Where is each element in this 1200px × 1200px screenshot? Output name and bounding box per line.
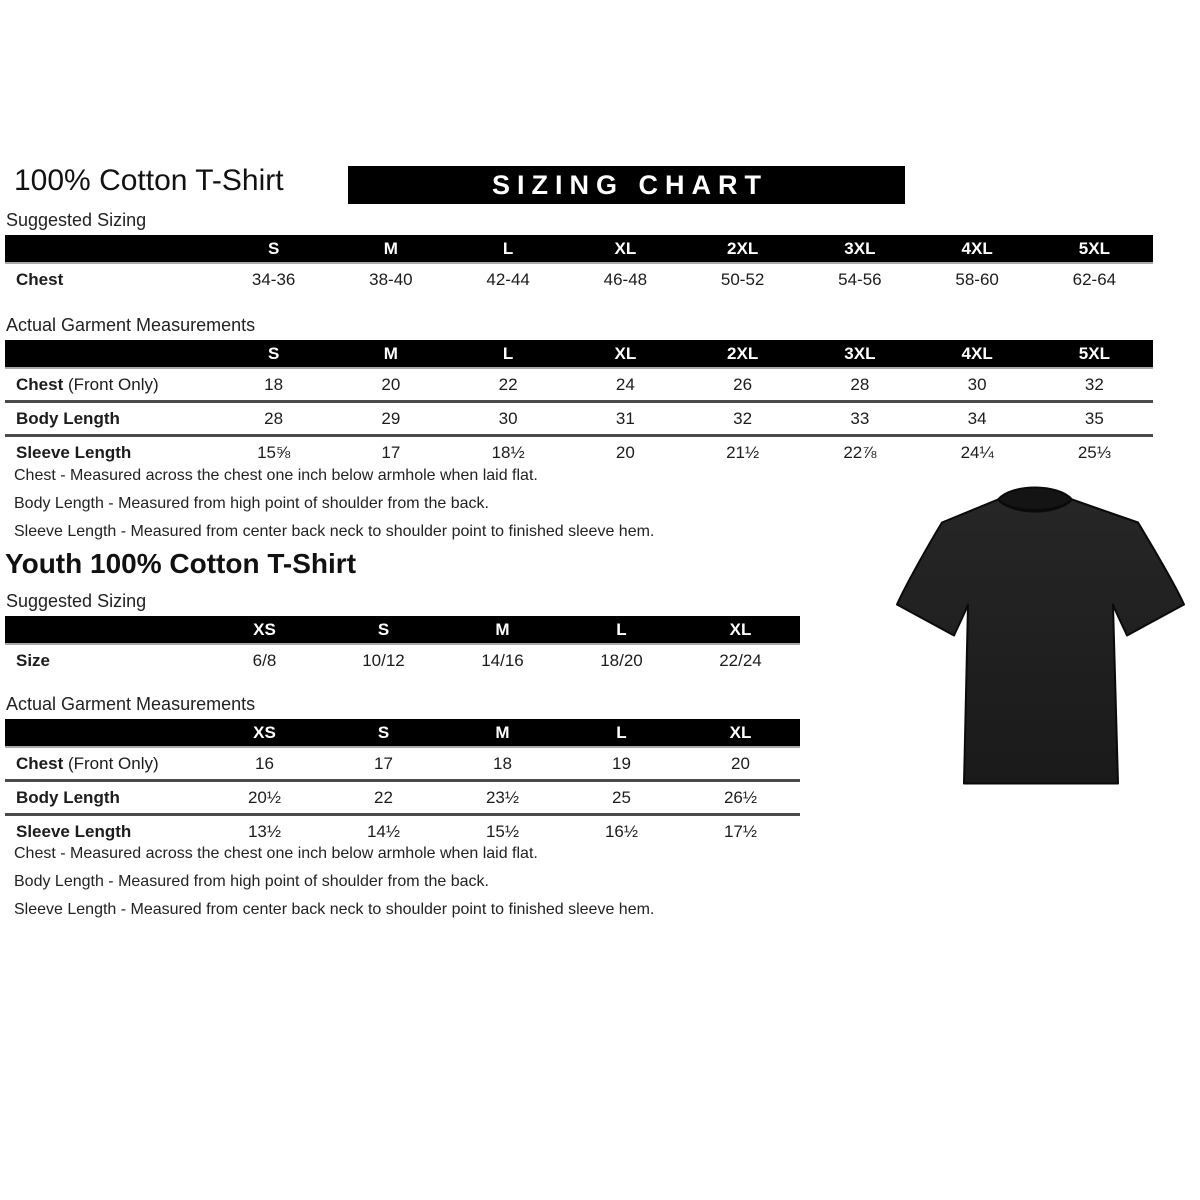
column-header-m: M xyxy=(495,722,510,742)
measurement-cell: 22 xyxy=(374,787,393,807)
column-header-4xl: 4XL xyxy=(961,238,993,258)
column-header-2xl: 2XL xyxy=(727,238,759,258)
measurement-cell: 35 xyxy=(1084,408,1104,428)
row-label: Chest (Front Only) xyxy=(16,374,159,394)
column-header-m: M xyxy=(495,619,510,639)
measurement-cell: 22 xyxy=(498,374,518,394)
column-header-4xl: 4XL xyxy=(961,343,993,363)
table-header-bar xyxy=(5,616,800,645)
row-label: Body Length xyxy=(16,408,120,428)
youth-notes xyxy=(14,840,874,924)
column-header-s: S xyxy=(267,238,280,258)
black-tshirt-graphic xyxy=(880,466,1200,814)
column-header-l: L xyxy=(616,619,627,639)
table-row-body-length xyxy=(5,779,800,813)
measurement-cell: 17 xyxy=(374,753,393,773)
page-title: 100% Cotton T-Shirt xyxy=(14,164,284,197)
section-label-youth-suggested: Suggested Sizing xyxy=(6,591,147,611)
measurement-cell: 20 xyxy=(615,442,635,462)
adult-actual-table xyxy=(5,340,1153,468)
note-sleeve-length: Sleeve Length - Measured from center back neck to shoulder point to finished sleeve hem. xyxy=(14,523,655,540)
measurement-cell: 20½ xyxy=(247,787,282,807)
table-header-bar xyxy=(5,719,800,748)
column-header-s: S xyxy=(377,619,390,639)
measurement-cell: 18 xyxy=(264,374,284,394)
row-label: Sleeve Length xyxy=(16,442,132,462)
measurement-cell: 30 xyxy=(967,374,987,394)
measurement-cell: 18 xyxy=(493,753,512,773)
measurement-cell: 32 xyxy=(1084,374,1104,394)
measurement-cell: 30 xyxy=(498,408,518,428)
row-label: Body Length xyxy=(16,787,120,807)
column-header-3xl: 3XL xyxy=(844,238,876,258)
note-body-length: Body Length - Measured from high point of shoulder from the back. xyxy=(14,873,489,890)
tshirt-collar xyxy=(998,488,1072,511)
measurement-cell: 15½ xyxy=(485,821,520,841)
measurement-cell: 16 xyxy=(255,753,274,773)
column-header-l: L xyxy=(502,343,514,363)
measurement-cell: 16½ xyxy=(604,821,639,841)
column-header-l: L xyxy=(502,238,514,258)
adult-suggested-section xyxy=(0,210,1160,295)
row-label: Size xyxy=(16,650,51,670)
measurement-cell: 24 xyxy=(615,374,635,394)
measurement-cell: 18/20 xyxy=(600,650,643,670)
table-row-chest xyxy=(5,369,1153,400)
column-header-s: S xyxy=(377,722,390,742)
column-header-3xl: 3XL xyxy=(844,343,876,363)
measurement-cell: 38-40 xyxy=(369,269,413,289)
measurement-cell: 25⅓ xyxy=(1077,442,1111,462)
section-label-suggested-sizing: Suggested Sizing xyxy=(6,210,147,230)
measurement-cell: 32 xyxy=(733,408,753,428)
measurement-cell: 31 xyxy=(615,408,635,428)
table-row-chest xyxy=(5,748,800,779)
table-header-bar xyxy=(5,235,1153,264)
measurement-cell: 25 xyxy=(612,787,631,807)
adult-notes xyxy=(14,462,874,546)
measurement-cell: 29 xyxy=(381,408,401,428)
table-row-body-length xyxy=(5,400,1153,434)
measurement-cell: 17 xyxy=(381,442,401,462)
measurement-cell: 22⅞ xyxy=(843,442,877,462)
table-row-chest xyxy=(5,264,1153,295)
column-header-xl: XL xyxy=(729,619,752,639)
measurement-cell: 10/12 xyxy=(362,650,405,670)
column-header-xs: XS xyxy=(253,722,276,742)
adult-actual-section xyxy=(0,315,1160,468)
header-row xyxy=(0,164,1200,208)
measurement-cell: 14/16 xyxy=(481,650,524,670)
table-row-size xyxy=(5,645,800,676)
measurement-cell: 58-60 xyxy=(955,269,999,289)
measurement-cell: 46-48 xyxy=(603,269,648,289)
measurement-cell: 50-52 xyxy=(720,269,765,289)
note-chest: Chest - Measured across the chest one inch below armhole when laid flat. xyxy=(14,845,538,862)
section-label-youth-actual: Actual Garment Measurements xyxy=(6,694,256,714)
measurement-cell: 62-64 xyxy=(1072,269,1117,289)
column-header-m: M xyxy=(383,343,398,363)
measurement-cell: 34 xyxy=(967,408,987,428)
table-header-bar xyxy=(5,340,1153,369)
column-header-xl: XL xyxy=(614,343,637,363)
measurement-cell: 28 xyxy=(264,408,284,428)
measurement-cell: 54-56 xyxy=(838,269,882,289)
column-header-xl: XL xyxy=(614,238,637,258)
measurement-cell: 17½ xyxy=(723,821,758,841)
measurement-cell: 26 xyxy=(733,374,753,394)
column-header-m: M xyxy=(383,238,398,258)
column-header-5xl: 5XL xyxy=(1078,238,1110,258)
measurement-cell: 23½ xyxy=(485,787,520,807)
tshirt-body xyxy=(897,500,1184,784)
note-sleeve-length: Sleeve Length - Measured from center back neck to shoulder point to finished sleeve hem. xyxy=(14,901,655,918)
note-body-length: Body Length - Measured from high point of shoulder from the back. xyxy=(14,495,489,512)
youth-suggested-table xyxy=(5,616,800,676)
sizing-chart-banner: SIZING CHART xyxy=(348,166,905,204)
youth-actual-table xyxy=(5,719,800,847)
column-header-xl: XL xyxy=(729,722,752,742)
measurement-cell: 22/24 xyxy=(719,650,762,670)
measurement-cell: 13½ xyxy=(247,821,282,841)
tshirt-image xyxy=(880,466,1200,814)
measurement-cell: 28 xyxy=(850,374,870,394)
row-label: Chest (Front Only) xyxy=(16,753,159,773)
column-header-l: L xyxy=(616,722,627,742)
measurement-cell: 24¼ xyxy=(960,442,994,462)
youth-suggested-section xyxy=(0,591,810,676)
note-chest: Chest - Measured across the chest one inch below armhole when laid flat. xyxy=(14,467,538,484)
measurement-cell: 19 xyxy=(612,753,631,773)
row-label: Chest xyxy=(16,269,64,289)
measurement-cell: 18½ xyxy=(491,442,525,462)
measurement-cell: 15⅝ xyxy=(257,442,291,462)
measurement-cell: 21½ xyxy=(726,442,760,462)
measurement-cell: 14½ xyxy=(366,821,401,841)
column-header-2xl: 2XL xyxy=(727,343,759,363)
measurement-cell: 26½ xyxy=(723,787,758,807)
column-header-xs: XS xyxy=(253,619,276,639)
row-label: Sleeve Length xyxy=(16,821,132,841)
column-header-5xl: 5XL xyxy=(1078,343,1110,363)
youth-title: Youth 100% Cotton T-Shirt xyxy=(5,548,357,579)
youth-actual-section xyxy=(0,694,810,847)
measurement-cell: 20 xyxy=(731,753,750,773)
measurement-cell: 6/8 xyxy=(252,650,277,670)
measurement-cell: 20 xyxy=(381,374,401,394)
measurement-cell: 42-44 xyxy=(486,269,530,289)
measurement-cell: 33 xyxy=(850,408,870,428)
measurement-cell: 34-36 xyxy=(251,269,296,289)
section-label-actual-measurements: Actual Garment Measurements xyxy=(6,315,256,335)
column-header-s: S xyxy=(267,343,280,363)
adult-suggested-table xyxy=(5,235,1153,295)
